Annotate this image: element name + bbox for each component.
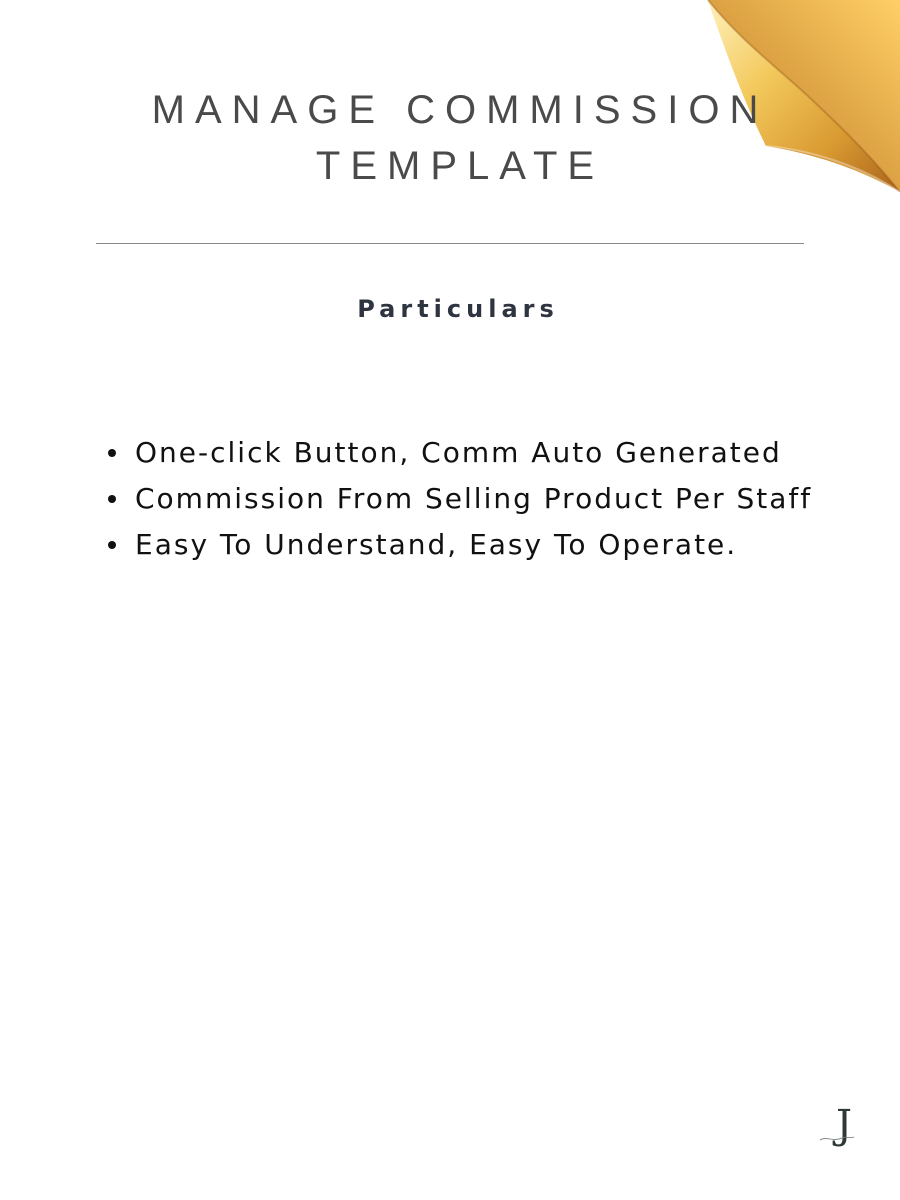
feature-list — [100, 430, 820, 568]
title-line-2: TEMPLATE — [315, 144, 605, 188]
title-divider — [96, 243, 804, 244]
list-item — [100, 430, 820, 476]
section-subtitle: Particulars — [357, 295, 559, 323]
list-item-text: Commission From Selling Product Per Staff — [135, 482, 813, 515]
logo-letter: J — [836, 1102, 853, 1148]
title-line-1: MANAGE COMMISSION — [151, 88, 769, 132]
list-item — [100, 476, 820, 522]
bullet-icon — [108, 449, 116, 457]
initial-j-logo-icon — [816, 1098, 860, 1162]
page-title — [110, 82, 810, 194]
list-item-text: One-click Button, Comm Auto Generated — [135, 436, 782, 469]
list-item — [100, 522, 820, 568]
bullet-icon — [108, 541, 116, 549]
list-item-text: Easy To Understand, Easy To Operate. — [135, 528, 738, 561]
bullet-icon — [108, 495, 116, 503]
